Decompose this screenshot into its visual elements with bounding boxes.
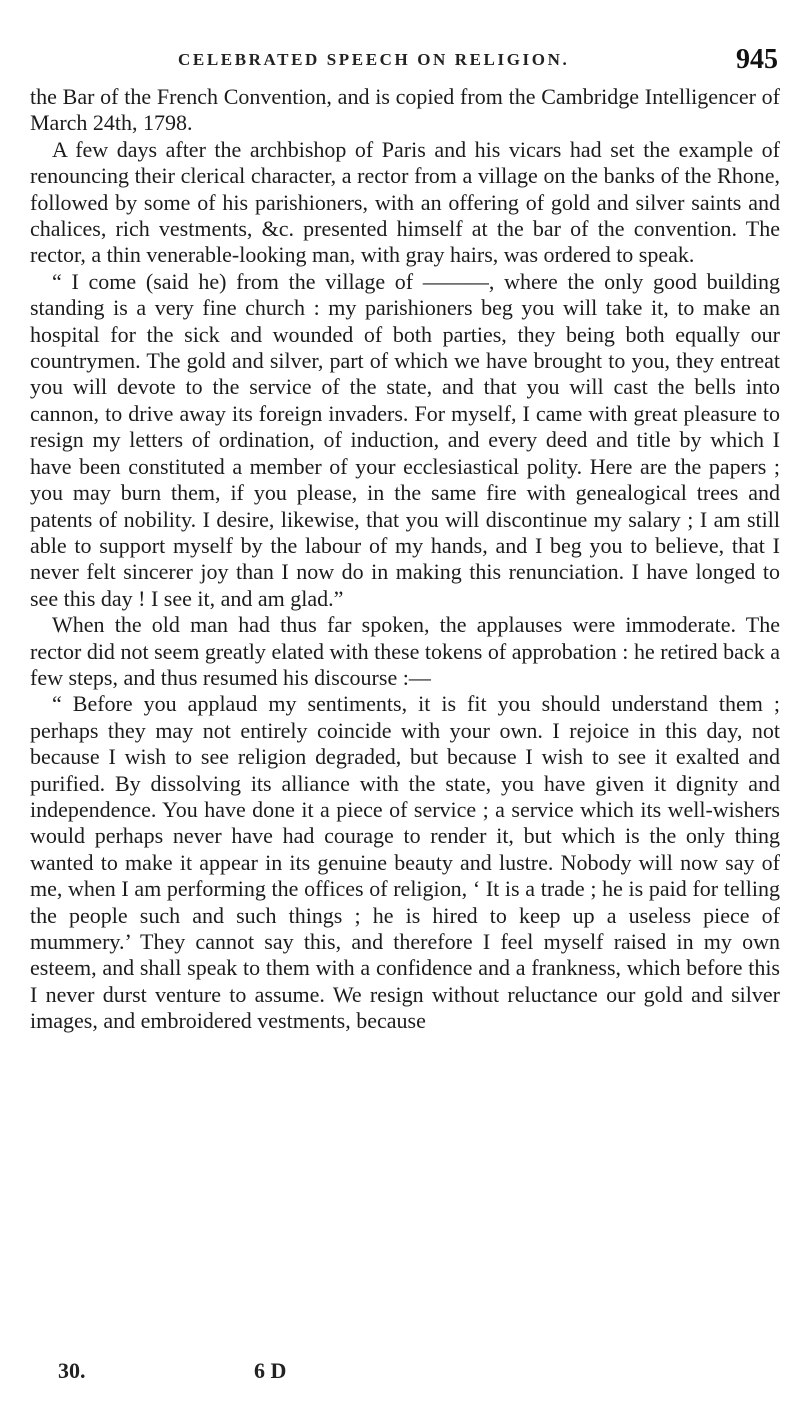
body-text [30,84,780,1035]
signature-mark: 6 D [254,1358,287,1383]
paragraph-narrative: A few days after the archbishop of Paris and his vicars had set the example of renouncing their clerical character, a rector from a village on the banks of the Rhone, followed by some of his parishioners, with an offering of gold and silver saints and chalices, rich vestments, &c. presented himself at the bar of the convention. The rector, a thin venerable-looking man, with gray hairs, was ordered to speak. [30,136,780,268]
paragraph-first-speech: “ I come (said he) from the village of ———, where the only good building standing is a very fine church : my parishioners beg you will take it, to make an hospital for the sick and wounded of both parties, they being both equally our countrymen. The gold and silver, part of which we have brought to you, they entreat you will devote to the service of the state, and that you will cast the bells into cannon, to drive away its foreign invaders. For myself, I came with great pleasure to resign my letters of ordination, of induction, and every deed and title by which I have been constituted a member of your ecclesiastical polity. Here are the papers ; you may burn them, if you please, in the same fire with genealogical trees and patents of nobility. I desire, likewise, that you will discontinue my salary ; I am still able to support myself by the labour of my hands, and I beg you to believe, that I never felt sincerer joy than I now do in making this renunciation. I have longed to see this day ! I see it, and am glad.” [30,268,780,611]
paragraph-continuation: the Bar of the French Convention, and is copied from the Cambridge Intelligencer of March 24th, 1798. [30,84,780,136]
paragraph-second-speech: “ Before you applaud my sentiments, it is fit you should understand them ; perhaps they may not entirely coincide with your own. I rejoice in this day, not because I wish to see religion degraded, but because I wish to see it exalted and purified. By dissolving its alliance with the state, you have given it dignity and independence. You have done it a piece of service ; a service which its well-wishers would perhaps never have had courage to render it, but which is the only thing wanted to make it appear in its genuine beauty and lustre. Nobody will now say of me, when I am performing the offices of religion, ‘ It is a trade ; he is paid for telling the people such and such things ; he is hired to keep up a useless piece of mummery.’ They cannot say this, and therefore I feel myself raised in my own esteem, and shall speak to them with a confidence and a frankness, which before this I never durst venture to assume. We resign without reluctance our gold and silver images, and embroidered vestments, because [30,691,780,1034]
paragraph-interlude: When the old man had thus far spoken, the applauses were immoderate. The rector did not seem greatly elated with these tokens of approbation : he retired back a few steps, and thus resumed his discourse :— [30,612,780,690]
volume-number: 30. [58,1358,86,1383]
page-header [178,44,778,80]
running-head: CELEBRATED SPEECH ON RELIGION. [178,50,570,69]
page-number: 945 [736,44,778,75]
page-footer [58,1358,458,1388]
